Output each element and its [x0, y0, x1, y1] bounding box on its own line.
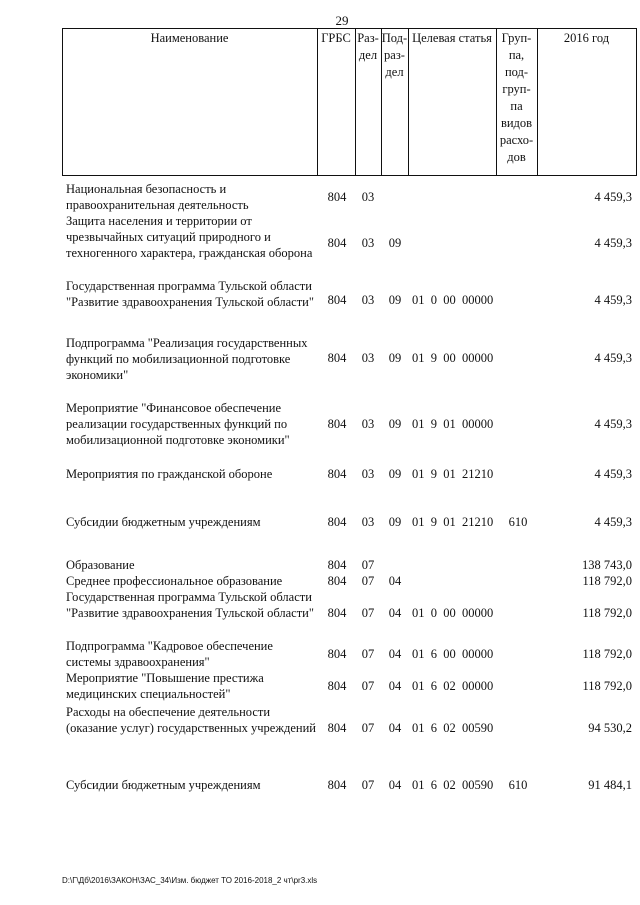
row-razdel: 07 [361, 558, 375, 572]
row-amount: 4 459,3 [594, 293, 632, 307]
row-razdel: 07 [361, 778, 375, 792]
row-group: 610 [508, 778, 528, 792]
row-podrazdel: 09 [388, 515, 402, 529]
row-razdel: 03 [361, 190, 375, 204]
page-number: 29 [335, 13, 349, 28]
row-target: 01 6 02 00590 [412, 778, 494, 792]
row-name: Мероприятие "Повышение престижа медицинских специальностей" [66, 671, 264, 701]
row-name: Государственная программа Тульской области "Развитие здравоохранения Тульской области" [66, 279, 314, 309]
header-group: Груп- па, под- груп- па видов расхо- дов [499, 31, 534, 164]
row-grbs: 804 [327, 721, 347, 735]
row-podrazdel: 04 [388, 721, 402, 735]
row-podrazdel: 04 [388, 679, 402, 693]
row-grbs: 804 [327, 778, 347, 792]
row-target: 01 9 01 21210 [412, 515, 494, 529]
row-grbs: 804 [327, 467, 347, 481]
row-grbs: 804 [327, 351, 347, 365]
row-target: 01 9 01 21210 [412, 467, 494, 481]
row-name: Субсидии бюджетным учреждениям [66, 515, 261, 529]
row-podrazdel: 04 [388, 606, 402, 620]
row-razdel: 03 [361, 351, 375, 365]
row-name: Мероприятие "Финансовое обеспечение реализации государственных функций по мобилизационной подготовке экономики" [66, 401, 290, 447]
row-amount: 118 792,0 [582, 647, 632, 661]
row-podrazdel: 09 [388, 417, 402, 431]
row-amount: 4 459,3 [594, 190, 632, 204]
row-amount: 4 459,3 [594, 236, 632, 250]
header-target: Целевая статья [412, 31, 492, 45]
row-name: Среднее профессиональное образование [66, 574, 283, 588]
row-name: Государственная программа Тульской области "Развитие здравоохранения Тульской области" [66, 590, 314, 620]
row-razdel: 07 [361, 606, 375, 620]
row-grbs: 804 [327, 574, 347, 588]
file-path-footer: D:\Г\Дб\2016\ЗАКОН\ЗАС_34\Изм. бюджет ТО 2016-2018_2 чт\pr3.xls [62, 876, 318, 885]
row-grbs: 804 [327, 606, 347, 620]
row-razdel: 03 [361, 515, 375, 529]
row-grbs: 804 [327, 190, 347, 204]
row-grbs: 804 [327, 417, 347, 431]
header-grbs: ГРБС [321, 31, 351, 45]
header-razdel: Раз- дел [357, 31, 379, 62]
row-grbs: 804 [327, 293, 347, 307]
header-podrazdel: Под- раз- дел [381, 31, 408, 79]
row-name: Защита населения и территории от чрезвычайных ситуаций природного и техногенного характера, гражданская оборона [66, 214, 313, 260]
row-name: Образование [66, 558, 135, 572]
row-razdel: 07 [361, 679, 375, 693]
row-grbs: 804 [327, 515, 347, 529]
row-target: 01 0 00 00000 [412, 606, 494, 620]
row-amount: 118 792,0 [582, 574, 632, 588]
row-name: Национальная безопасность и правоохранительная деятельность [66, 182, 249, 212]
header-top-border [62, 28, 636, 29]
row-razdel: 03 [361, 467, 375, 481]
row-razdel: 07 [361, 574, 375, 588]
row-grbs: 804 [327, 679, 347, 693]
header-name: Наименование [150, 31, 229, 45]
row-razdel: 03 [361, 293, 375, 307]
row-amount: 4 459,3 [594, 417, 632, 431]
row-name: Подпрограмма "Реализация государственных функций по мобилизационной подготовке экономики" [66, 336, 308, 382]
row-group: 610 [508, 515, 528, 529]
row-target: 01 9 00 00000 [412, 351, 494, 365]
row-name: Подпрограмма "Кадровое обеспечение системы здравоохранения" [66, 639, 273, 669]
row-grbs: 804 [327, 647, 347, 661]
row-podrazdel: 04 [388, 647, 402, 661]
row-amount: 138 743,0 [582, 558, 632, 572]
row-grbs: 804 [327, 558, 347, 572]
row-amount: 4 459,3 [594, 467, 632, 481]
row-podrazdel: 04 [388, 574, 402, 588]
row-amount: 4 459,3 [594, 351, 632, 365]
row-amount: 4 459,3 [594, 515, 632, 529]
header-divider-right [636, 28, 637, 176]
row-name: Мероприятия по гражданской обороне [66, 467, 273, 481]
row-podrazdel: 09 [388, 293, 402, 307]
row-razdel: 07 [361, 647, 375, 661]
row-target: 01 6 02 00000 [412, 679, 494, 693]
row-razdel: 07 [361, 721, 375, 735]
row-name: Субсидии бюджетным учреждениям [66, 778, 261, 792]
row-razdel: 03 [361, 417, 375, 431]
row-podrazdel: 09 [388, 467, 402, 481]
row-podrazdel: 04 [388, 778, 402, 792]
header-year: 2016 год [563, 31, 610, 45]
row-target: 01 9 01 00000 [412, 417, 494, 431]
row-podrazdel: 09 [388, 236, 402, 250]
row-name: Расходы на обеспечение деятельности (оказание услуг) государственных учреждений [66, 705, 316, 735]
row-amount: 91 484,1 [588, 778, 632, 792]
row-amount: 94 530,2 [588, 721, 632, 735]
row-target: 01 6 02 00590 [412, 721, 494, 735]
row-target: 01 0 00 00000 [412, 293, 494, 307]
row-podrazdel: 09 [388, 351, 402, 365]
row-target: 01 6 00 00000 [412, 647, 494, 661]
row-grbs: 804 [327, 236, 347, 250]
row-amount: 118 792,0 [582, 679, 632, 693]
row-razdel: 03 [361, 236, 375, 250]
row-amount: 118 792,0 [582, 606, 632, 620]
